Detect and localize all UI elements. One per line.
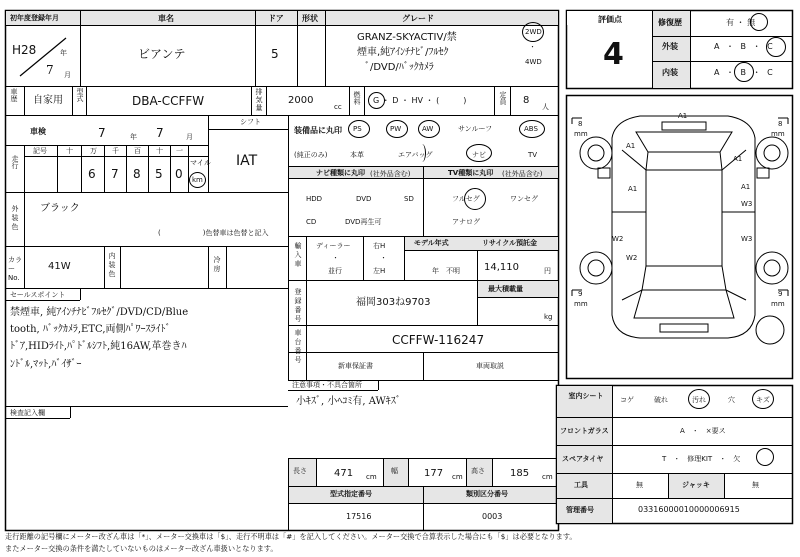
length-unit: cm <box>366 473 377 481</box>
tv-type-sub: (社外品含む) <box>502 170 543 178</box>
drive-4wd: 4WD <box>525 58 542 66</box>
jack-value: 無 <box>752 481 759 489</box>
max-load-label: 最大積載量 <box>488 285 523 293</box>
tv-fullseg: フルセグ <box>452 195 480 203</box>
notes-label: 注意事項・不具合箇所 <box>292 381 362 389</box>
damage-mark: W2 <box>612 235 624 243</box>
equip-abs: ABS <box>524 125 538 133</box>
tire-depth-unit: mm <box>771 130 785 138</box>
yen-unit: 円 <box>544 267 551 275</box>
equip-pw: PW <box>390 125 402 133</box>
grade-line3: ﾞ/DVD/ﾊﾞｯｸｶﾒﾗ <box>365 62 434 73</box>
import-left-hand: 左H <box>373 267 386 275</box>
equipment-sub-label: (純正のみ) <box>294 151 328 159</box>
interior-grade-options: A ・ B ・ C <box>714 68 775 77</box>
interior-seat-label: 室内シート <box>568 392 604 400</box>
car-diagram <box>572 116 788 344</box>
equip-leather: 本革 <box>350 151 364 159</box>
tv-analog: アナログ <box>452 218 480 226</box>
grade-label: グレード <box>402 14 434 23</box>
sales-point-line: ﾝﾄﾞﾙ,ﾏｯﾄ,ﾊﾞｲｻﾞｰ <box>10 359 82 370</box>
recycle-value: 14,110 <box>484 262 519 273</box>
width-unit: cm <box>452 473 463 481</box>
inspector-label: 検査記入欄 <box>10 409 45 417</box>
equip-navi: ナビ <box>472 151 486 159</box>
interior-grade-label: 内装 <box>662 68 678 77</box>
tire-depth-unit: mm <box>771 300 785 308</box>
import-dot-2: ・ <box>380 254 387 262</box>
inspection-year: 7 <box>98 126 106 140</box>
navi-dvd: DVD <box>356 195 372 203</box>
shift-label: シフト <box>240 118 261 126</box>
tire-depth-unit: mm <box>574 130 588 138</box>
aircon-label: 冷房 <box>213 256 221 273</box>
first-reg-year: H28 <box>12 43 37 57</box>
inspection-month-unit: 月 <box>186 133 193 141</box>
type-designation-label: 型式指定番号 <box>330 490 372 498</box>
usage: 自家用 <box>33 95 63 106</box>
height-label: 高さ <box>471 467 485 475</box>
damage-mark: W3 <box>741 200 753 208</box>
mileage-digit: 7 <box>111 167 119 181</box>
tire-depth-label: 8 <box>578 120 583 128</box>
sales-point-line: tooth, ﾊﾞｯｸｶﾒﾗ,ETC,両側ﾊﾟﾜｰｽﾗｲﾄﾞ <box>10 324 171 335</box>
damage-mark: A1 <box>678 112 688 120</box>
drive-2wd: 2WD <box>525 28 542 36</box>
year-unit: 年 <box>60 49 67 57</box>
mileage-col-ichi: 一 <box>176 147 183 155</box>
seat-dirt: 汚れ <box>692 396 706 404</box>
inspection-month: 7 <box>156 126 164 140</box>
equipment-label: 装備品に丸印 <box>294 126 342 135</box>
seat-scratch: キズ <box>756 396 770 404</box>
mileage-col-hyaku: 百 <box>134 147 141 155</box>
repair-history-options: 有 ・ 無 <box>726 18 756 27</box>
score-value: 4 <box>603 37 624 72</box>
notes-value: 小ｷｽﾞ, 小ﾍｺﾐ有, AWｷｽﾞ <box>296 396 401 407</box>
mileage-digit: 5 <box>155 167 163 181</box>
width-label: 幅 <box>391 467 398 475</box>
mileage-col-sen: 千 <box>112 147 119 155</box>
width-value: 177 <box>424 468 444 479</box>
exterior-color: ブラック <box>40 203 80 214</box>
spare-tire-label: スペアタイヤ <box>562 455 604 463</box>
capacity-unit: 人 <box>542 103 549 111</box>
shift-value: IAT <box>236 153 258 169</box>
registration-label: 登録番号 <box>294 288 302 323</box>
car-name: ビアンテ <box>138 47 186 61</box>
import-dealer: ディーラー <box>316 242 351 250</box>
chassis-label: 車台番号 <box>294 329 302 364</box>
tools-label: 工具 <box>574 481 588 489</box>
color-note: ( )色替車は色替と記入 <box>158 229 269 237</box>
color-code-label: カラーNo. <box>8 256 22 282</box>
mileage-digit: 6 <box>88 167 96 181</box>
mileage-label: 走行 <box>11 155 19 170</box>
import-right-hand: 右H <box>373 242 386 250</box>
model-year-value: 年 不明 <box>432 267 460 275</box>
circle-interior-b <box>734 62 754 82</box>
car-name-label: 車名 <box>158 14 174 23</box>
fuel-options: G ・ D ・ HV ・ ( ) <box>373 96 467 105</box>
tire-depth-label: 9 <box>778 290 783 298</box>
equip-aw: AW <box>422 125 434 133</box>
damage-mark: W2 <box>626 254 638 262</box>
equip-ps: PS <box>353 125 362 133</box>
length-value: 471 <box>334 468 354 479</box>
grade-line2: 煙車,純ｱｲﾝﾁﾅﾋﾞ/ﾌﾙｾｸ <box>357 47 449 58</box>
warranty-label: 新車保証書 <box>338 362 373 370</box>
management-label: 管理番号 <box>566 506 594 514</box>
length-label: 長さ <box>293 467 307 475</box>
first-reg-month: 7 <box>46 63 54 77</box>
grade-line1: GRANZ-SKYACTIV/禁 <box>357 32 457 43</box>
mileage-digit: 0 <box>175 167 183 181</box>
damage-mark: A1 <box>628 185 638 193</box>
seat-hole: 穴 <box>728 396 735 404</box>
mileage-col-jyu: 十 <box>156 147 163 155</box>
drive-dot: ・ <box>529 43 536 51</box>
damage-mark: A1 <box>733 155 743 163</box>
equip-tv: TV <box>528 151 538 159</box>
mileage-digit: 8 <box>133 167 141 181</box>
footer-note-line1: 走行距離の記号欄にメーター改ざん車は「*」、メーター交換車は「$」、走行不明車は「#」を記入してください。メーター交換で合算表示した場合にも「$」は必要となります。 <box>5 532 577 541</box>
height-value: 185 <box>510 468 530 479</box>
registration-number: 福岡303ね9703 <box>356 297 431 308</box>
navi-dvd-play: DVD再生可 <box>345 218 382 226</box>
navi-type-sub: (社外品含む) <box>370 170 411 178</box>
import-label: 輸入車 <box>294 242 302 268</box>
inspection-year-unit: 年 <box>130 133 137 141</box>
repair-history-label: 修復歴 <box>658 18 682 27</box>
class-number: 0003 <box>482 512 503 521</box>
kubun-label: 車歴 <box>10 88 18 103</box>
interior-color-label: 内装色 <box>108 252 116 278</box>
equip-airbag: エアバッグ <box>398 151 433 159</box>
inspection-label: 車検 <box>30 127 46 136</box>
exterior-grade-label: 外装 <box>662 42 678 51</box>
circle-exterior-c <box>766 37 786 57</box>
capacity-label: 定員 <box>499 91 507 106</box>
damage-mark: A1 <box>626 142 636 150</box>
recycle-label: リサイクル預託金 <box>482 239 538 247</box>
capacity: 8 <box>523 95 530 106</box>
sales-point-line: ﾄﾞｱ,HIDﾗｲﾄ,ﾊﾟﾄﾞﾙｼﾌﾄ,純16AW,革巻きﾊ <box>10 341 187 352</box>
height-unit: cm <box>542 473 553 481</box>
circle-repair-none <box>750 13 768 31</box>
color-code: 41W <box>48 261 71 272</box>
displacement: 2000 <box>288 95 314 106</box>
seat-tear: 破れ <box>654 396 668 404</box>
tire-depth-unit: mm <box>574 300 588 308</box>
mile-label: マイル <box>190 159 211 167</box>
fuel-label: 燃料 <box>353 91 361 106</box>
km-label: km <box>192 176 203 184</box>
tv-type-label: TV種類に丸印 <box>448 169 494 177</box>
model-label: 型式 <box>76 88 84 103</box>
navi-hdd: HDD <box>306 195 323 203</box>
footer-note-line2: またメーター交換の条件を満たしていないものはメーター改ざん車扱いとなります。 <box>5 544 278 553</box>
damage-mark: A1 <box>741 183 751 191</box>
import-dot: ・ <box>332 254 339 262</box>
tv-oneseg: ワンセグ <box>510 195 538 203</box>
cc-unit: cc <box>334 103 342 111</box>
exterior-grade-options: A ・ B ・ C <box>714 42 775 51</box>
shape-label: 形状 <box>302 14 318 23</box>
mileage-col-man: 万 <box>90 147 97 155</box>
tire-depth-label: 9 <box>578 290 583 298</box>
model: DBA-CCFFW <box>132 94 205 108</box>
door-count: 5 <box>271 47 279 61</box>
management-number: 03316000010000006915 <box>638 505 740 514</box>
class-number-label: 類別区分番号 <box>466 490 508 498</box>
navi-cd: CD <box>306 218 317 226</box>
displacement-label: 排気量 <box>255 88 263 112</box>
windshield-options: A ・ ×要ス <box>680 427 726 435</box>
first-reg-label: 初年度登録年月 <box>10 14 59 22</box>
navi-sd: SD <box>404 195 414 203</box>
seat-burn: コゲ <box>620 396 634 404</box>
navi-type-label: ナビ種類に丸印 <box>316 169 365 177</box>
score-label: 評価点 <box>598 15 622 24</box>
import-parallel: 並行 <box>328 267 342 275</box>
sales-point-line: 禁煙車, 純ｱｲﾝﾁﾅﾋﾞﾌﾙｾｸﾞ/DVD/CD/Blue <box>10 307 189 318</box>
mileage-col-jyuman: 十 <box>66 147 73 155</box>
circle-spare-missing <box>756 448 774 466</box>
mileage-col-kigo: 記号 <box>33 147 47 155</box>
equip-sunroof: サンルーフ <box>458 125 493 133</box>
type-designation-number: 17516 <box>346 512 372 521</box>
sales-point-label: セールスポイント <box>10 291 66 299</box>
model-year-label: モデル年式 <box>414 239 449 247</box>
manual-label: 車両取説 <box>476 362 504 370</box>
damage-mark: W3 <box>741 235 753 243</box>
chassis-number: CCFFW-116247 <box>392 333 485 347</box>
spare-tire-options: T ・ 修理KIT ・ 欠 <box>662 455 741 463</box>
month-unit: 月 <box>64 71 71 79</box>
color-label: 外装色 <box>11 205 19 231</box>
tire-depth-label: 8 <box>778 120 783 128</box>
jack-label: ジャッキ <box>682 481 710 489</box>
kg-unit: kg <box>544 313 553 321</box>
windshield-label: フロントガラス <box>560 427 609 435</box>
door-label: ドア <box>268 14 284 23</box>
tools-value: 無 <box>636 481 643 489</box>
